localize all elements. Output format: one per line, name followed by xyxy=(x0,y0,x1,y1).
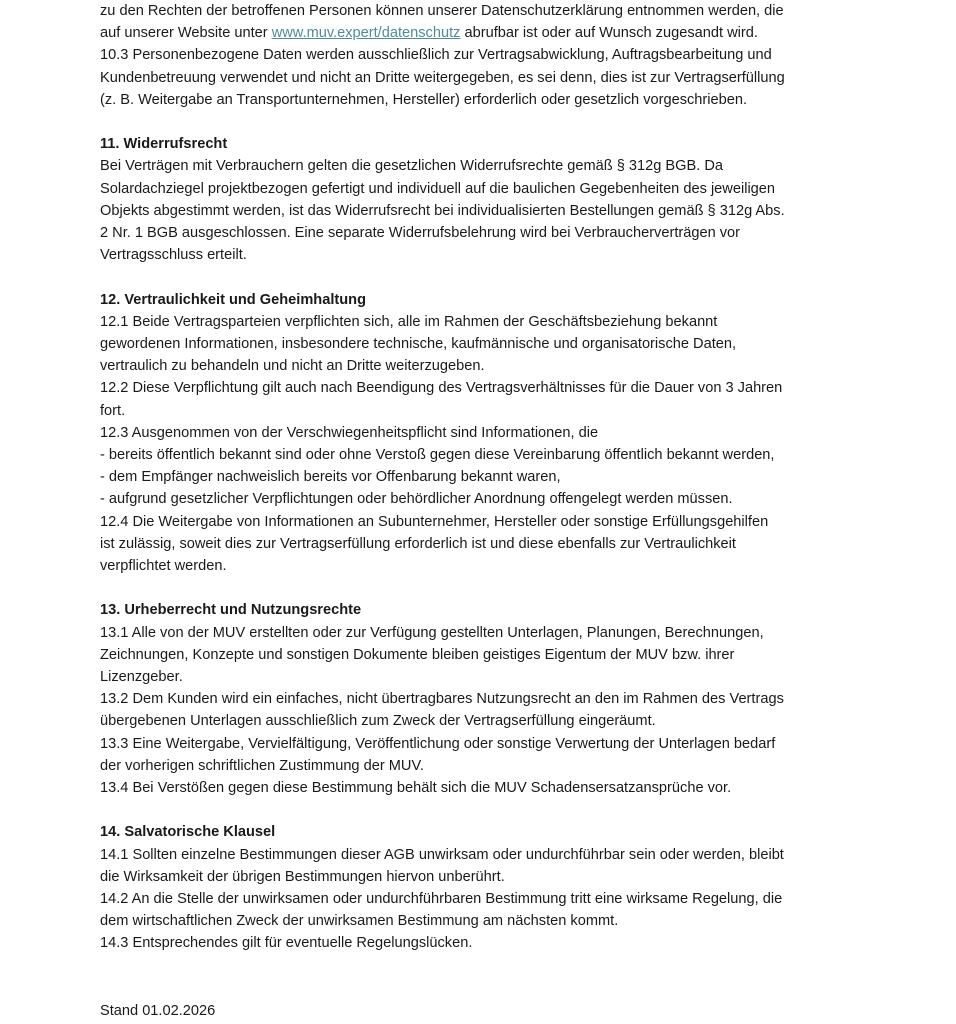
text-line: 14.3 Entsprechendes gilt für eventuelle Regelungslücken. xyxy=(100,935,473,952)
text-line: 2 Nr. 1 BGB ausgeschlossen. Eine separate Widerrufsbelehrung wird bei Verbraucherverträgen vor xyxy=(100,225,741,242)
text-line: 14.1 Sollten einzelne Bestimmungen dieser AGB unwirksam oder undurchführbar sein oder werden, bleibt xyxy=(100,846,784,863)
text-line: die Wirksamkeit der übrigen Bestimmungen hiervon unberührt. xyxy=(100,868,505,885)
text-line: 12.4 Die Weitergabe von Informationen an Subunternehmer, Hersteller oder sonstige Erfüllungsgehilfen xyxy=(100,513,769,530)
text-line: 12.2 Diese Verpflichtung gilt auch nach Beendigung des Vertragsverhältnisses für die Dauer von 3 Jahren xyxy=(100,380,783,397)
text-line: 13.3 Eine Weitergabe, Vervielfältigung, Veröffentlichung oder sonstige Verwertung der Unterlagen bedarf xyxy=(100,735,776,752)
privacy-policy-link[interactable]: www.muv.expert/datenschutz xyxy=(271,25,461,42)
text-line-with-link xyxy=(100,22,860,44)
document-date-stamp: Stand 01.02.2026 xyxy=(100,1003,216,1019)
text-line: 14.2 An die Stelle der unwirksamen oder undurchführbaren Bestimmung tritt eine wirksame Regelung, die xyxy=(100,891,783,908)
section-vertraulichkeit xyxy=(100,289,860,578)
intro-block xyxy=(100,0,860,111)
text-line: 13.4 Bei Verstößen gegen diese Bestimmung behält sich die MUV Schadensersatzansprüche vor. xyxy=(100,780,732,797)
text-line: Bei Verträgen mit Verbrauchern gelten die gesetzlichen Widerrufsrechte gemäß § 312g BGB. Da xyxy=(100,158,723,175)
text-line: ist zulässig, soweit dies zur Vertragserfüllung erforderlich ist und diese ebenfalls zur Vertraulichkeit xyxy=(100,535,736,552)
text-line: verpflichtet werden. xyxy=(100,558,227,575)
text-line: Zeichnungen, Konzepte und sonstigen Dokumente bleiben geistiges Eigentum der MUV bzw. ihrer xyxy=(100,646,735,663)
section-heading: 12. Vertraulichkeit und Geheimhaltung xyxy=(100,291,366,308)
text-line: gewordenen Informationen, insbesondere technische, kaufmännische und organisatorische Daten, xyxy=(100,336,737,353)
text-line: 10.3 Personenbezogene Daten werden ausschließlich zur Vertragsabwicklung, Auftragsbearbeitung und xyxy=(100,47,772,64)
text-fragment: auf unserer Website unter xyxy=(100,25,272,42)
text-fragment: abrufbar ist oder auf Wunsch zugesandt wird. xyxy=(460,25,758,42)
text-line: (z. B. Weitergabe an Transportunternehmen, Hersteller) erforderlich oder gesetzlich vorgeschrieben. xyxy=(100,91,748,108)
text-line: 12.1 Beide Vertragsparteien verpflichten sich, alle im Rahmen der Geschäftsbeziehung bekannt xyxy=(100,313,718,330)
text-line: Lizenzgeber. xyxy=(100,669,183,686)
text-line: fort. xyxy=(100,402,126,419)
text-line: übergebenen Unterlagen ausschließlich zum Zweck der Vertragserfüllung eingeräumt. xyxy=(100,713,656,730)
text-line: der vorherigen schriftlichen Zustimmung der MUV. xyxy=(100,757,424,774)
section-widerrufsrecht xyxy=(100,133,860,266)
text-line: Vertragsschluss erteilt. xyxy=(100,247,247,264)
text-line: - dem Empfänger nachweislich bereits vor Offenbarung bekannt waren, xyxy=(100,469,561,486)
text-line: 13.1 Alle von der MUV erstellten oder zur Verfügung gestellten Unterlagen, Planungen, Berechnungen, xyxy=(100,624,764,641)
text-line: - aufgrund gesetzlicher Verpflichtungen oder behördlicher Anordnung offengelegt werden müssen. xyxy=(100,491,733,508)
text-line: 12.3 Ausgenommen von der Verschwiegenheitspflicht sind Informationen, die xyxy=(100,424,599,441)
section-salvatorische-klausel xyxy=(100,821,860,954)
text-line: vertraulich zu behandeln und nicht an Dritte weiterzugeben. xyxy=(100,358,485,375)
text-line: Kundenbetreuung verwendet und nicht an Dritte weitergegeben, es sei denn, dies ist zur Vertragserfüllung xyxy=(100,69,785,86)
text-line: zu den Rechten der betroffenen Personen können unserer Datenschutzerklärung entnommen werden, die xyxy=(100,3,784,19)
section-heading: 13. Urheberrecht und Nutzungsrechte xyxy=(100,602,362,619)
text-line: dem wirtschaftlichen Zweck der unwirksamen Bestimmung am nächsten kommt. xyxy=(100,913,619,930)
text-line: Solardachziegel projektbezogen gefertigt und individuell auf die baulichen Gegebenheiten des jeweiligen xyxy=(100,180,776,197)
text-line: Objekts abgestimmt werden, ist das Widerrufsrecht bei individualisierten Bestellungen gemäß § 312g Abs. xyxy=(100,202,785,219)
section-heading: 11. Widerrufsrecht xyxy=(100,136,228,153)
text-line: - bereits öffentlich bekannt sind oder ohne Verstoß gegen diese Vereinbarung öffentlich bekannt werden, xyxy=(100,447,775,464)
section-urheberrecht xyxy=(100,599,860,799)
document-page xyxy=(100,0,860,955)
section-heading: 14. Salvatorische Klausel xyxy=(100,824,276,841)
text-line: 13.2 Dem Kunden wird ein einfaches, nicht übertragbares Nutzungsrecht an den im Rahmen des Vertrags xyxy=(100,691,784,708)
